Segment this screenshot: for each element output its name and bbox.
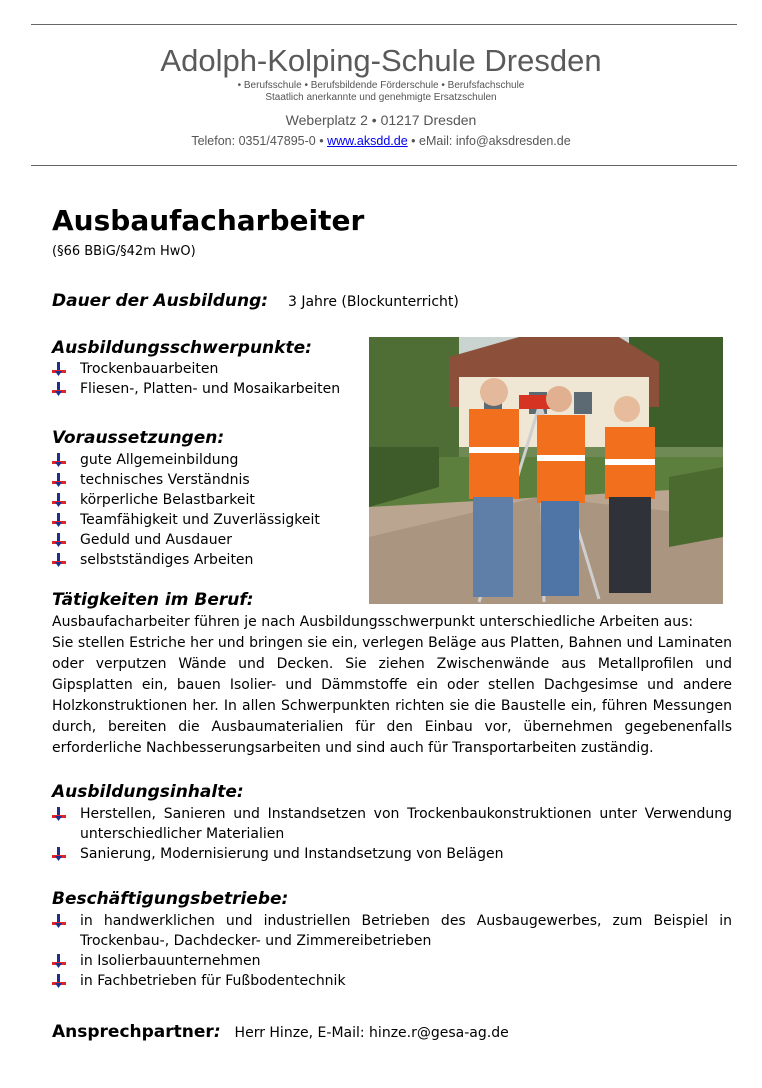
- apprentices-photo: [369, 337, 723, 604]
- arrow-bullet-icon: [52, 807, 66, 821]
- arrow-bullet-icon: [52, 382, 66, 396]
- contact-colon: :: [213, 1022, 221, 1042]
- contact-label: Ansprechpartner: [52, 1022, 214, 1042]
- arrow-bullet-icon: [52, 954, 66, 968]
- activities-text: Sie stellen Estriche her und bringen sie ein, verlegen Beläge aus Platten, Bahnen und Laminaten oder verputzen Wände und Decken. Sie ziehen Zwischenwände aus Metallprofilen und Gipsplatten ein, bauen Isolier- und Dämmstoffe ein oder stellen Dachgesimse und andere Holzkonstruktionen her. In allen Schwerpunkten richten sie die Baustelle ein, führen Messungen durch, bereiten die Ausbaumaterialien für den Einbau vor, übernehmen gegebenenfalls erforderliche Nachbesserungsarbeiten und sind auch für Transportarbeiten zuständig.: [52, 635, 732, 756]
- school-types: • Berufsschule • Berufsbildende Förderschule • Berufsfachschule: [237, 80, 525, 91]
- contact-line: [52, 1021, 509, 1044]
- list-item-text: Herstellen, Sanieren und Instandsetzen von Trockenbaukonstruktionen unter Verwendung unterschiedlicher Materialien: [80, 806, 732, 842]
- focus-list: [52, 359, 352, 399]
- website-link[interactable]: www.aksdd.de: [327, 134, 408, 148]
- list-item: [52, 490, 352, 510]
- header-bottom-rule: [31, 165, 737, 166]
- focus-heading: Ausbildungsschwerpunkte:: [52, 338, 312, 358]
- arrow-bullet-icon: [52, 473, 66, 487]
- list-item-text: Fliesen-, Platten- und Mosaikarbeiten: [80, 381, 341, 397]
- arrow-bullet-icon: [52, 513, 66, 527]
- school-status: Staatlich anerkannte und genehmigte Ersatzschulen: [265, 92, 497, 103]
- arrow-bullet-icon: [52, 974, 66, 988]
- school-name: Adolph-Kolping-Schule Dresden: [160, 43, 602, 78]
- arrow-bullet-icon: [52, 914, 66, 928]
- list-item-text: Trockenbauarbeiten: [80, 361, 219, 377]
- arrow-bullet-icon: [52, 362, 66, 376]
- contents-list: [52, 804, 732, 864]
- list-item: [52, 971, 732, 991]
- list-item: [52, 951, 732, 971]
- employers-heading: Beschäftigungsbetriebe:: [52, 889, 289, 909]
- list-item-text: in handwerklichen und industriellen Betrieben des Ausbaugewerbes, zum Beispiel in Trockenbau-, Dachdecker- und Zimmereibetrieben: [80, 913, 732, 949]
- arrow-bullet-icon: [52, 847, 66, 861]
- list-item-text: technisches Verständnis: [80, 472, 250, 488]
- duration-label: Dauer der Ausbildung:: [52, 291, 269, 311]
- list-item: [52, 844, 732, 864]
- requirements-list: [52, 450, 352, 570]
- list-item-text: selbstständiges Arbeiten: [80, 552, 254, 568]
- contents-heading: Ausbildungsinhalte:: [52, 782, 244, 802]
- header-top-rule: [31, 24, 737, 25]
- list-item-text: Teamfähigkeit und Zuverlässigkeit: [80, 512, 320, 528]
- list-item-text: Geduld und Ausdauer: [80, 532, 232, 548]
- arrow-bullet-icon: [52, 553, 66, 567]
- employers-list: [52, 911, 732, 991]
- page-title: Ausbaufacharbeiter: [52, 204, 365, 237]
- list-item: [52, 530, 352, 550]
- list-item-text: Sanierung, Modernisierung und Instandsetzung von Belägen: [80, 846, 504, 862]
- law-reference: (§66 BBiG/§42m HwO): [52, 244, 196, 259]
- arrow-bullet-icon: [52, 453, 66, 467]
- duration-line: [52, 290, 459, 313]
- phone-text: Telefon: 0351/47895-0 •: [191, 134, 324, 148]
- list-item-text: in Fachbetrieben für Fußbodentechnik: [80, 973, 346, 989]
- list-item: [52, 804, 732, 844]
- list-item-text: in Isolierbauunternehmen: [80, 953, 261, 969]
- contact-value: Herr Hinze, E-Mail: hinze.r@gesa-ag.de: [234, 1025, 509, 1041]
- school-address: Weberplatz 2 • 01217 Dresden: [285, 112, 477, 128]
- list-item-text: körperliche Belastbarkeit: [80, 492, 255, 508]
- list-item: [52, 379, 352, 399]
- list-item: [52, 510, 352, 530]
- list-item: [52, 550, 352, 570]
- activities-heading: Tätigkeiten im Beruf:: [52, 590, 254, 610]
- duration-value: 3 Jahre (Blockunterricht): [287, 294, 459, 310]
- list-item: [52, 470, 352, 490]
- list-item: [52, 450, 352, 470]
- list-item-text: gute Allgemeinbildung: [80, 452, 239, 468]
- arrow-bullet-icon: [52, 493, 66, 507]
- list-item: [52, 359, 352, 379]
- arrow-bullet-icon: [52, 533, 66, 547]
- school-contact: [0, 133, 762, 149]
- email-text: • eMail: info@aksdresden.de: [411, 134, 571, 148]
- requirements-heading: Voraussetzungen:: [52, 428, 225, 448]
- activities-intro: Ausbaufacharbeiter führen je nach Ausbildungsschwerpunkt unterschiedliche Arbeiten aus:: [52, 614, 694, 630]
- list-item: [52, 911, 732, 951]
